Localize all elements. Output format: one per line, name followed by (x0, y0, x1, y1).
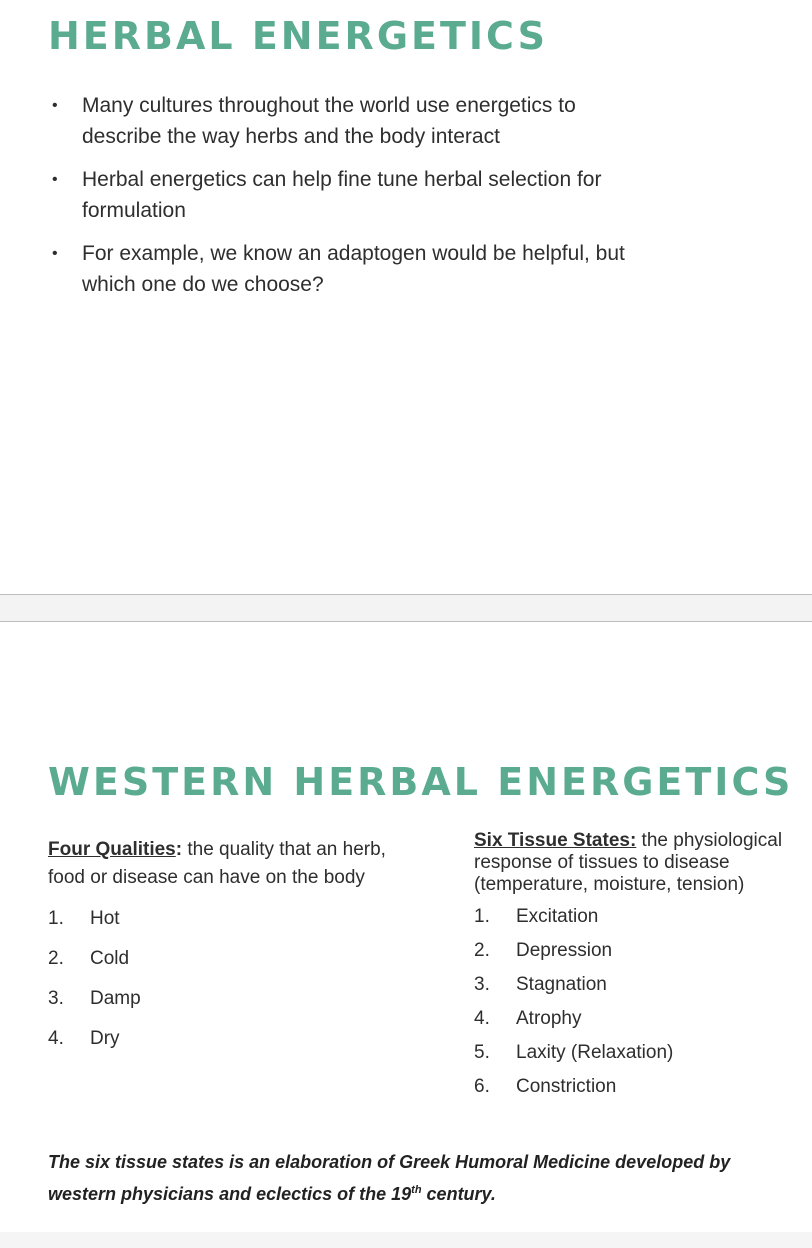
list-item: 3. Stagnation (474, 974, 607, 995)
slide-divider (0, 594, 812, 622)
list-item: 1. Excitation (474, 906, 599, 927)
bullet-icon: • (52, 97, 58, 114)
four-qualities-column (48, 836, 418, 1064)
list-item: 3. Damp (48, 988, 141, 1009)
list-item: 4. Dry (48, 1028, 120, 1049)
page-bottom-edge (0, 1232, 812, 1248)
list-item: 1. Hot (48, 908, 120, 929)
bullet-item: • For example, we know an adaptogen would be helpful, but which one do we choose? (50, 238, 650, 300)
bullet-item: • Many cultures throughout the world use energetics to describe the way herbs and the body interact (50, 90, 650, 152)
six-tissue-states-column (474, 830, 810, 1106)
bullet-icon: • (52, 171, 58, 188)
six-tissue-states-intro: Six Tissue States: the physiological response of tissues to disease (temperature, moisture, tension) (474, 830, 783, 895)
list-item: 6. Constriction (474, 1076, 617, 1097)
bullet-icon: • (52, 245, 58, 262)
four-qualities-list (48, 904, 418, 1064)
list-item: 4. Atrophy (474, 1008, 582, 1029)
list-item: 2. Depression (474, 940, 613, 961)
bullet-list (50, 90, 650, 312)
slide-western-herbal-energetics (0, 622, 812, 1232)
bullet-item: • Herbal energetics can help fine tune herbal selection for formulation (50, 164, 650, 226)
slide-title: HERBAL ENERGETICS (48, 14, 548, 58)
list-item: 5. Laxity (Relaxation) (474, 1042, 674, 1063)
six-tissue-states-heading: Six Tissue States: (474, 830, 637, 851)
slide-title: WESTERN HERBAL ENERGETICS (48, 760, 794, 804)
six-tissue-states-list (474, 902, 810, 1106)
four-qualities-heading: Four Qualities (48, 839, 176, 860)
footnote: The six tissue states is an elaboration of Greek Humoral Medicine developed by western physicians and eclectics of the 19th century. (48, 1152, 731, 1204)
slide-herbal-energetics (0, 0, 812, 594)
four-qualities-intro: Four Qualities: the quality that an herb, food or disease can have on the body (48, 839, 386, 888)
list-item: 2. Cold (48, 948, 130, 969)
